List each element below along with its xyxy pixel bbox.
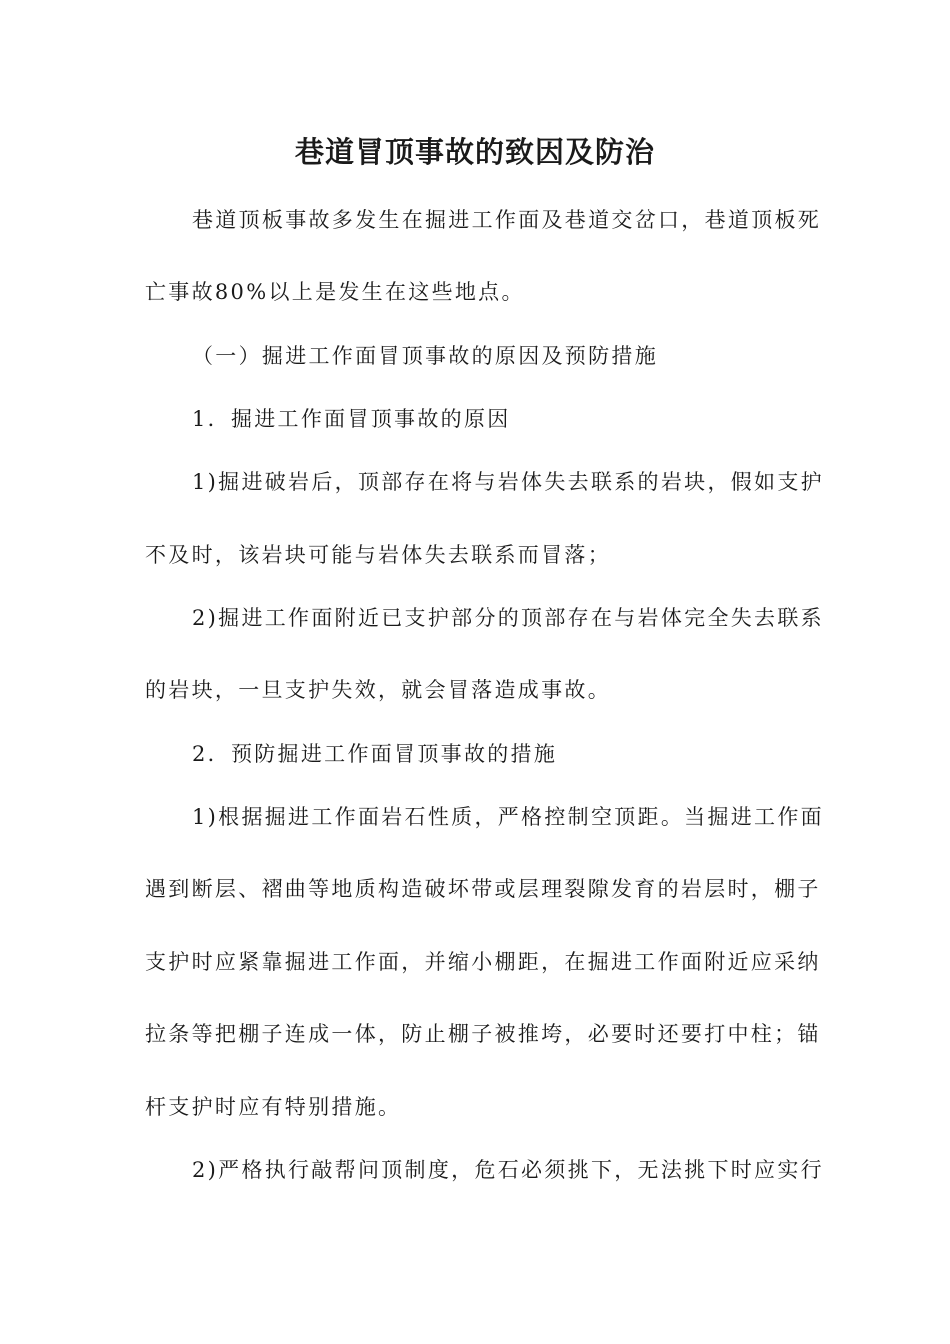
paragraph-line: 遇到断层、褶曲等地质构造破坏带或层理裂隙发育的岩层时，棚子 <box>145 877 821 901</box>
section-heading: （一）掘进工作面冒顶事故的原因及预防措施 <box>192 344 658 368</box>
paragraph-line: 2)掘进工作面附近已支护部分的顶部存在与岩体完全失去联系 <box>192 606 824 630</box>
subsection-heading: 1．掘进工作面冒顶事故的原因 <box>192 407 511 431</box>
paragraph-line: 亡事故80%以上是发生在这些地点。 <box>145 280 525 304</box>
paragraph-line: 1)掘进破岩后，顶部存在将与岩体失去联系的岩块，假如支护 <box>192 470 824 494</box>
paragraph-line: 1)根据掘进工作面岩石性质，严格控制空顶距。当掘进工作面 <box>192 805 824 829</box>
paragraph-line: 拉条等把棚子连成一体，防止棚子被推垮，必要时还要打中柱；锚 <box>145 1022 821 1046</box>
paragraph-line: 支护时应紧靠掘进工作面，并缩小棚距，在掘进工作面附近应采纳 <box>145 950 821 974</box>
paragraph-line: 的岩块，一旦支护失效，就会冒落造成事故。 <box>145 678 611 702</box>
paragraph-line: 2)严格执行敲帮问顶制度，危石必须挑下，无法挑下时应实行 <box>192 1158 824 1182</box>
paragraph-line: 不及时，该岩块可能与岩体失去联系而冒落； <box>145 543 611 567</box>
paragraph-line: 巷道顶板事故多发生在掘进工作面及巷道交岔口，巷道顶板死 <box>192 208 822 232</box>
document-title: 巷道冒顶事故的致因及防治 <box>294 135 655 169</box>
paragraph-line: 杆支护时应有特别措施。 <box>145 1095 402 1119</box>
subsection-heading: 2．预防掘进工作面冒顶事故的措施 <box>192 742 558 766</box>
